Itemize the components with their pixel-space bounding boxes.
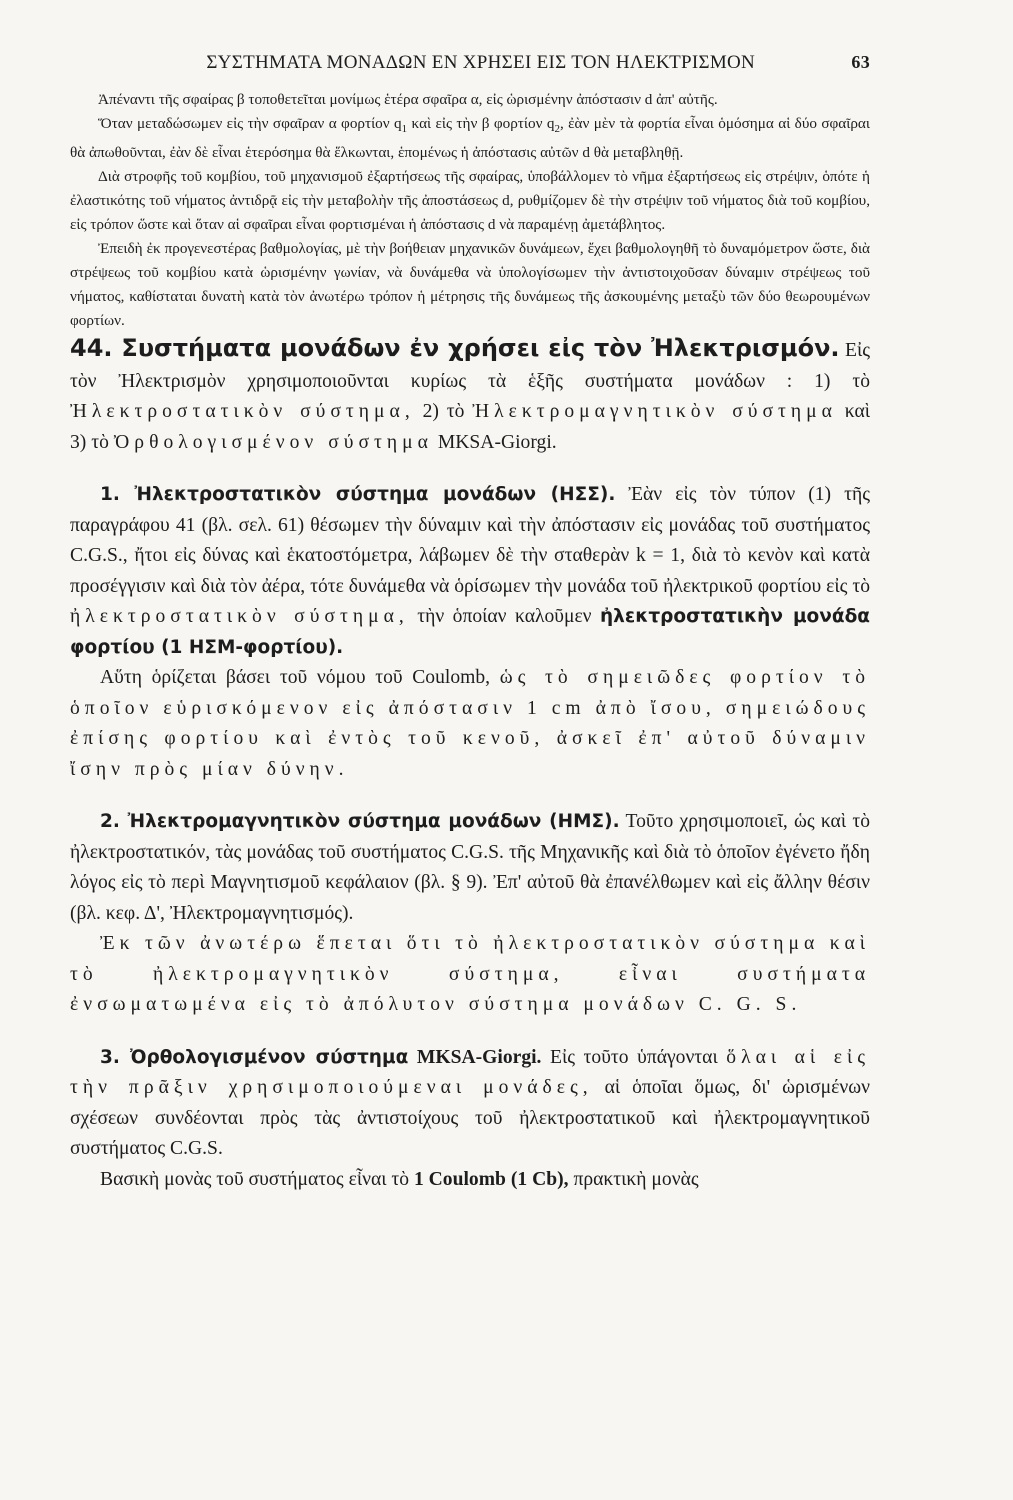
subsection-1-definition: Αὕτη ὁρίζεται βάσει τοῦ νόμου τοῦ Coulomb, ὡς τὸ σημειῶδες φορτίον τὸ ὁποῖον εὑρισκόμενον εἰς ἀπόστασιν 1 cm ἀπὸ ἴσου, σημειώδους ἐπίσης φορτίου καὶ ἐντὸς τοῦ κενοῦ, ἀσκεῖ ἐπ' αὐτοῦ δύναμιν ἴσην πρὸς μίαν δύνην. bbox=[70, 667, 870, 780]
intro-paragraph: Ὅταν μεταδώσωμεν εἰς τὴν σφαῖραν α φορτίον $q_1$ καὶ εἰς τὴν β φορτίον $q_2$, ἐὰν μὲν τὰ φορτία εἶναι ὁμόσημα αἱ δύο σφαῖραι θὰ ἀπωθοῦνται, ἐὰν δὲ εἶναι ἑτερόσημα θὰ ἕλκωνται, ἑπομένως ἡ ἀπόστασις αὐτῶν d θὰ μεταβληθῇ. bbox=[70, 115, 870, 162]
subsection-3-paragraph: 3. Ὀρθολογισμένον σύστημα MKSA-Giorgi. Εἰς τοῦτο ὑπάγονται ὅλαι αἱ εἰς τὴν πρᾶξιν χρησιμοποιούμεναι μονάδες, αἱ ὁποῖαι ὅμως, δι' ὡρισμένων σχέσεων συνδέονται πρὸς τὰς ἀντιστοίχους τοῦ ἠλεκτροστατικοῦ καὶ ἠλεκτρομαγνητικοῦ συστήματος C.G.S. bbox=[70, 1046, 870, 1160]
section-44 bbox=[70, 333, 870, 1195]
section-44-paragraph: 44. Συστήματα μονάδων ἐν χρήσει εἰς τὸν Ἠλεκτρισμόν. Εἰς τὸν Ἠλεκτρισμὸν χρησιμοποιοῦνται κυρίως τὰ ἑξῆς συστήματα μονάδων : 1) τὸ Ἠλεκτροστατικὸν σύστημα, 2) τὸ Ἠλεκτρομαγνητικὸν σύστημα καὶ 3) τὸ Ὀρθολογισμένον σύστημα MKSA-Giorgi. bbox=[70, 334, 871, 453]
running-header bbox=[70, 52, 870, 74]
subsection-heading: 1. Ἠλεκτροστατικὸν σύστημα μονάδων (ΗΣΣ). bbox=[100, 484, 616, 506]
intro-paragraph: Διὰ στροφῆς τοῦ κομβίου, τοῦ μηχανισμοῦ ἐξαρτήσεως τῆς σφαίρας, ὑποβάλλομεν τὸ νῆμα ἐξαρτήσεως εἰς στρέψιν, ὁπότε ἡ ἐλαστικότης τοῦ νήματος ἀντιδρᾷ εἰς τὴν μεταβολὴν τῆς ἀποστάσεως d, ρυθμίζομεν δὲ τὴν στρέψιν τοῦ νήματος διὰ τοῦ κομβίου, εἰς τρόπον ὥστε καὶ ὅταν αἱ σφαῖραι εἶναι φορτισμέναι ἡ ἀπόστασις d νὰ παραμένῃ ἀμετάβλητος. bbox=[70, 168, 870, 234]
subsection-heading: 3. Ὀρθολογισμένον σύστημα bbox=[100, 1046, 409, 1068]
intro-paragraph: Ἀπέναντι τῆς σφαίρας β τοποθετεῖται μονίμως ἑτέρα σφαῖρα α, εἰς ὡρισμένην ἀπόστασιν d ἀπ' αὐτῆς. bbox=[98, 91, 718, 108]
subsection-1-paragraph: 1. Ἠλεκτροστατικὸν σύστημα μονάδων (ΗΣΣ). Ἐὰν εἰς τὸν τύπον (1) τῆς παραγράφου 41 (βλ. σελ. 61) θέσωμεν τὴν δύναμιν καὶ τὴν ἀπόστασιν εἰς μονάδας τοῦ συστήματος C.G.S., ἤτοι εἰς δύνας καὶ ἑκατοστόμετρα, λάβωμεν δὲ τὴν σταθερὰν k = 1, διὰ τὸ κενὸν καὶ κατὰ προσέγγισιν καὶ διὰ τὸν ἀέρα, τότε δυνάμεθα νὰ ὁρίσωμεν τὴν μονάδα τοῦ ἠλεκτρικοῦ φορτίου εἰς τὸ ἠλεκτροστατικὸν σύστημα, τὴν ὁποίαν καλοῦμεν ἠλεκτροστατικὴν μονάδα φορτίου (1 ΗΣΜ-φορτίου). bbox=[70, 484, 871, 658]
subsection-2-paragraph: 2. Ἠλεκτρομαγνητικὸν σύστημα μονάδων (ΗΜΣ). Τοῦτο χρησιμοποιεῖ, ὡς καὶ τὸ ἠλεκτροστατικόν, τὰς μονάδας τοῦ συστήματος C.G.S. τῆς Μηχανικῆς καὶ διὰ τὸ ὁποῖον ἐγένετο ἤδη λόγος εἰς τὸ περὶ Μαγνητισμοῦ κεφάλαιον (βλ. § 9). Ἐπ' αὐτοῦ θὰ ἐπανέλθωμεν καὶ εἰς ἄλλην θέσιν (βλ. κεφ. Δ', Ἠλεκτρομαγνητισμός). bbox=[70, 811, 870, 924]
subsection-3-base-unit: Βασικὴ μονὰς τοῦ συστήματος εἶναι τὸ 1 Coulomb (1 Cb), πρακτικὴ μονὰς bbox=[100, 1168, 699, 1190]
chapter-title: ΣΥΣΤΗΜΑΤΑ ΜΟΝΑΔΩΝ ΕΝ ΧΡΗΣΕΙ ΕΙΣ ΤΟΝ ΗΛΕΚΤΡΙΣΜΟΝ bbox=[206, 52, 756, 73]
intro-paragraph: Ἐπειδὴ ἐκ προγενεστέρας βαθμολογίας, μὲ τὴν βοήθειαν μηχανικῶν δυνάμεων, ἔχει βαθμολογηθῆ τὸ δυναμόμετρον ὥστε, διὰ στρέψεως τοῦ κομβίου κατὰ ὡρισμένην γωνίαν, νὰ δυνάμεθα νὰ ὑπολογίσωμεν τὴν ἀντιστοιχοῦσαν δύναμιν στρέψεως τοῦ νήματος, καθίσταται δυνατὴ κατὰ τὸν ἀνωτέρω τρόπον ἡ μέτρησις τῆς δυνάμεως τῆς ἀσκουμένης μεταξὺ τῶν δύο θεωρουμένων φορτίων. bbox=[70, 240, 870, 330]
subsection-heading: 2. Ἠλεκτρομαγνητικὸν σύστημα μονάδων (ΗΜΣ). bbox=[100, 811, 620, 833]
section-heading: 44. Συστήματα μονάδων ἐν χρήσει εἰς τὸν Ἠλεκτρισμόν. bbox=[70, 334, 840, 363]
page-number: 63 bbox=[851, 52, 870, 72]
subsection-2-conclusion: Ἐκ τῶν ἀνωτέρω ἕπεται ὅτι τὸ ἠλεκτροστατικὸν σύστημα καὶ τὸ ἠλεκτρομαγνητικὸν σύστημα, εἶναι συστήματα ἐνσωματωμένα εἰς τὸ ἀπόλυτον σύστημα μονάδων C. G. S. bbox=[70, 933, 870, 1016]
intro-text bbox=[70, 88, 870, 333]
document-page bbox=[70, 52, 870, 1195]
